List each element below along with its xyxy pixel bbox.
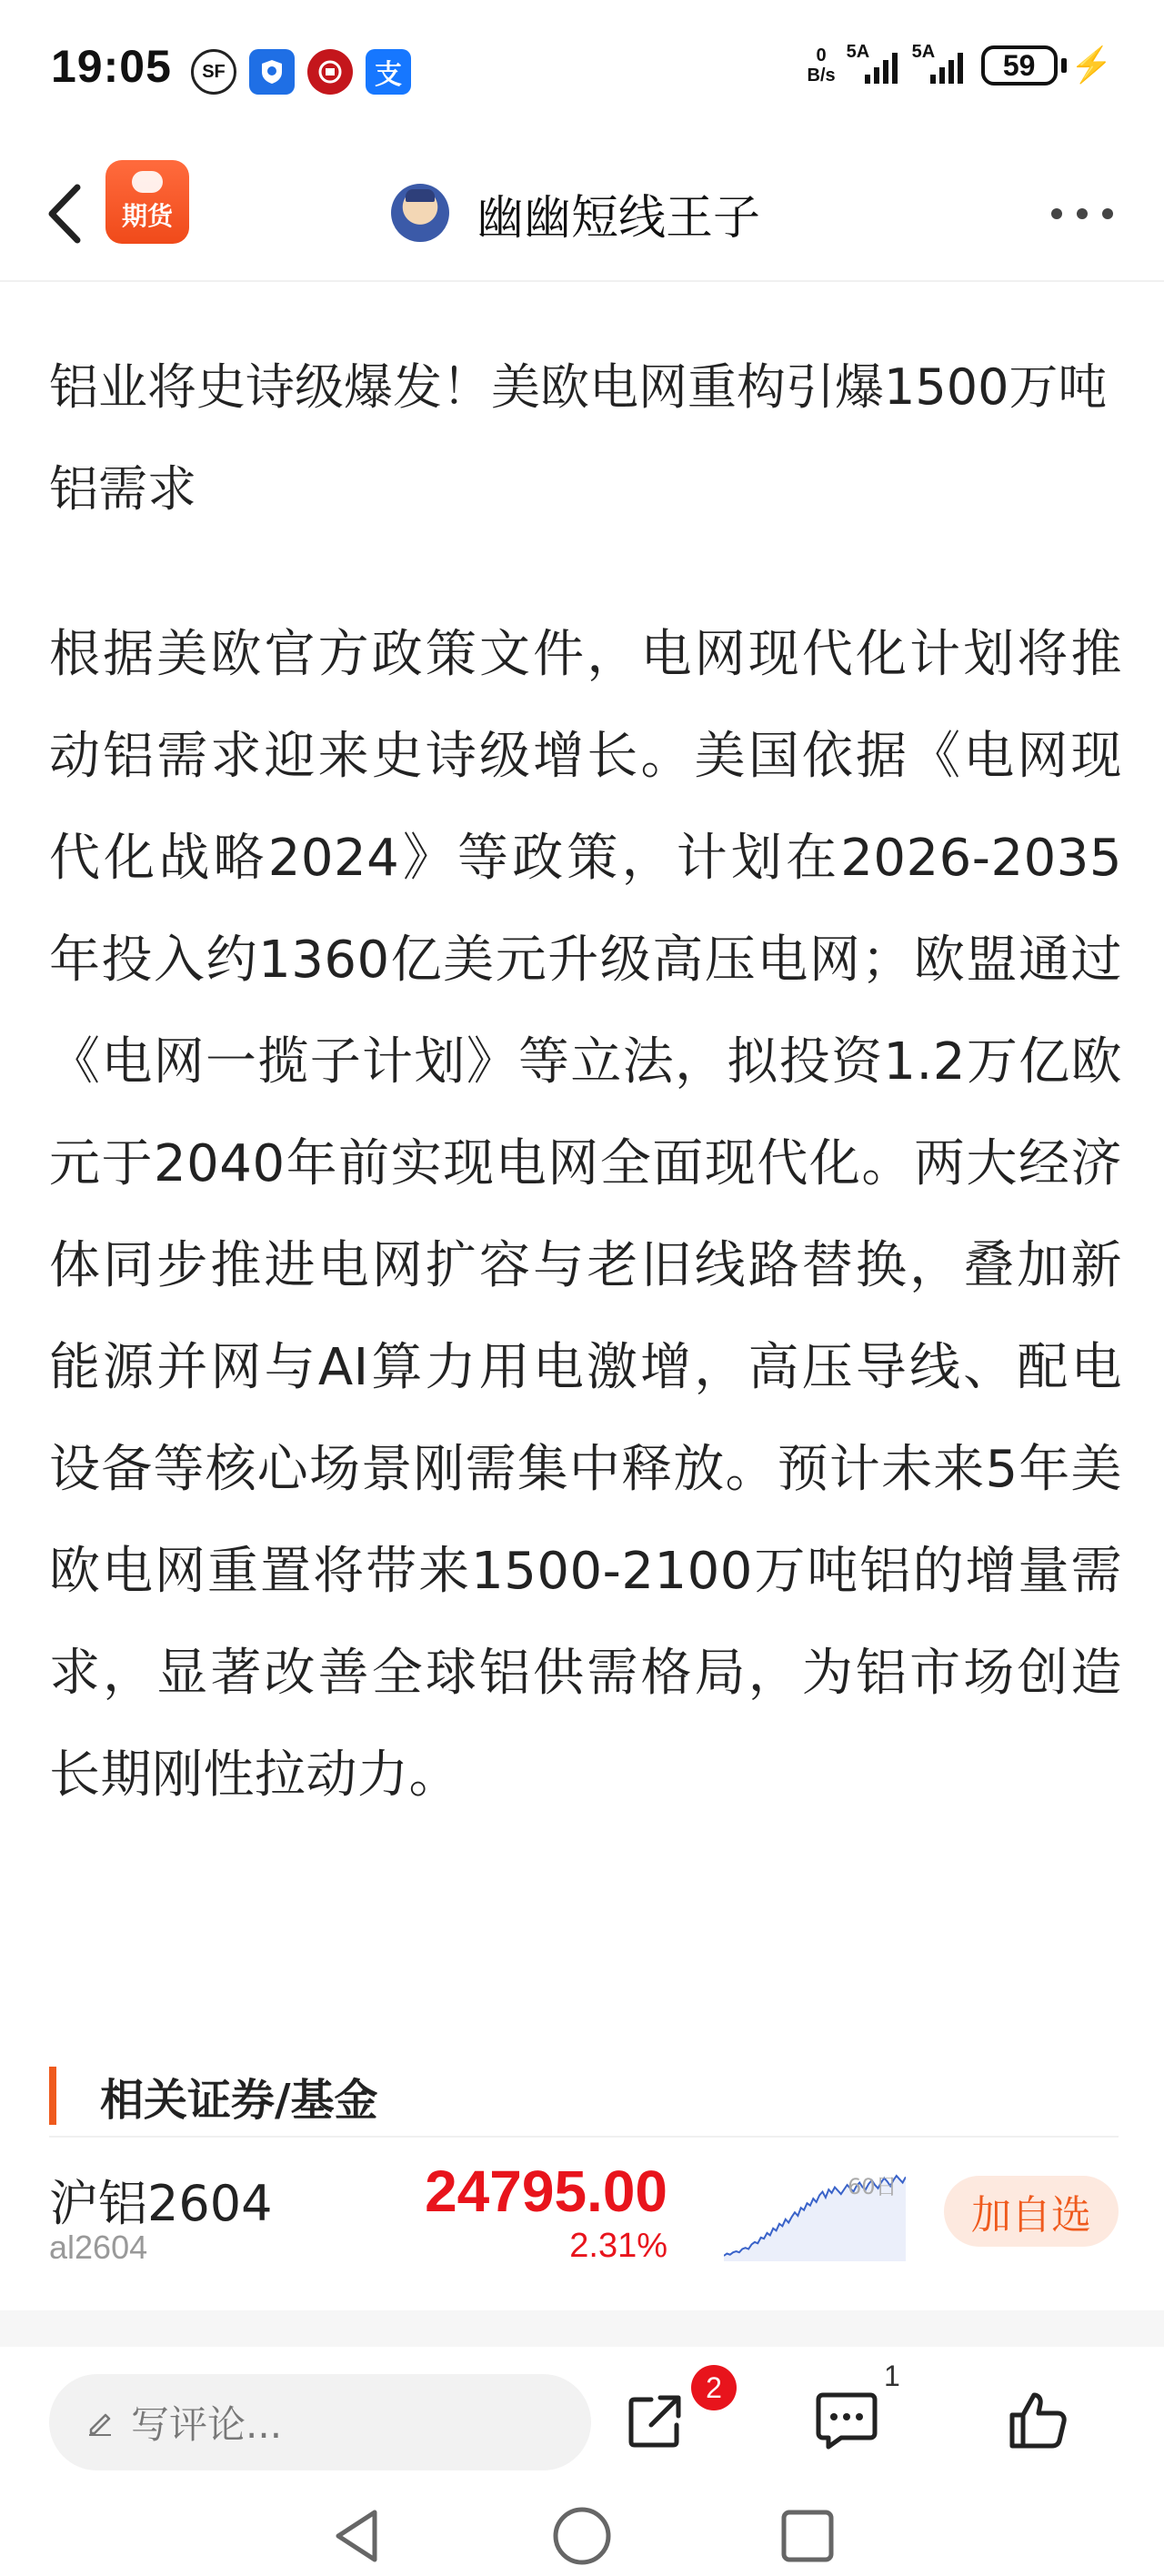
like-button[interactable] <box>997 2380 1079 2461</box>
thumbs-up-icon <box>1005 2388 1070 2453</box>
status-bar <box>0 0 1164 146</box>
alipay-icon: 支 <box>366 49 411 95</box>
bottom-action-bar <box>0 2347 1164 2492</box>
comment-input[interactable] <box>49 2374 591 2470</box>
net-speed: 0 B/s <box>807 45 836 86</box>
shield-app-icon <box>249 49 295 95</box>
add-to-watchlist-button[interactable]: 加自选 <box>944 2176 1119 2247</box>
square-recent-icon <box>778 2507 837 2565</box>
avatar <box>391 184 449 242</box>
article-body: 根据美欧官方政策文件，电网现代化计划将推动铝需求迎来史诗级增长。美国依据《电网现代化战略2024》等政策，计划在2026-2035年投入约1360亿美元升级高压电网；欧盟通过《电网一揽子计划》等立法，拟投资1.2万亿欧元于2040年前实现电网全面现代化。两大经济体同步推进电网扩容与老旧线路替换，叠加新能源并网与AI算力用电激增，高压导线、配电设备等核心场景刚需集中释放。预计未来5年美欧电网重置将带来1500-2100万吨铝的增量需求，显著改善全球铝供需格局，为铝市场创造长期刚性拉动力。 <box>49 625 1122 1805</box>
quote-change: 2.31% <box>569 2227 667 2265</box>
comment-placeholder: 写评论... <box>131 2402 283 2447</box>
dot-icon <box>1102 208 1113 219</box>
pencil-icon <box>85 2408 115 2437</box>
system-navigation <box>0 2492 1164 2576</box>
system-status-icons <box>807 42 1113 86</box>
back-button[interactable] <box>33 173 96 255</box>
circle-home-icon <box>550 2504 614 2568</box>
related-title: 相关证券/基金 <box>100 2074 378 2126</box>
charging-icon: ⚡ <box>1069 46 1113 85</box>
battery-level: 59 <box>981 45 1058 86</box>
app-logo-icon <box>132 171 163 193</box>
article-title: 铝业将史诗级爆发！美欧电网重构引爆1500万吨铝需求 <box>49 358 1108 518</box>
chevron-left-icon <box>45 182 85 246</box>
dot-icon <box>1051 208 1062 219</box>
app-badge-label: 期货 <box>121 201 173 231</box>
quote-name: 沪铝2604 <box>49 2175 273 2232</box>
related-header <box>49 2065 1119 2138</box>
signal-icon: 5A <box>850 47 901 84</box>
article <box>49 355 1122 1826</box>
quote-price: 24795.00 <box>425 2158 667 2224</box>
comments-button[interactable] <box>806 2380 888 2461</box>
share-icon <box>624 2389 687 2452</box>
author-info[interactable] <box>391 171 760 255</box>
comment-count: 1 <box>884 2360 900 2392</box>
bank-app-icon <box>307 49 353 95</box>
section-divider <box>0 2310 1164 2347</box>
top-navigation <box>0 146 1164 282</box>
quote-row[interactable] <box>49 2138 1119 2274</box>
section-accent-bar <box>49 2067 56 2125</box>
status-time: 19:05 <box>51 41 172 92</box>
share-button[interactable] <box>615 2380 697 2461</box>
dot-icon <box>1077 208 1088 219</box>
system-home-button[interactable] <box>546 2500 618 2572</box>
author-name: 幽幽短线王子 <box>477 190 761 246</box>
battery-icon <box>981 45 1113 86</box>
quote-code: al2604 <box>49 2229 148 2266</box>
sparkline-label: 60日 <box>848 2174 898 2199</box>
signal-icon: 5A <box>916 47 967 84</box>
more-options-button[interactable] <box>1051 191 1113 236</box>
share-count-badge: 2 <box>691 2365 737 2410</box>
triangle-back-icon <box>329 2507 384 2565</box>
notification-icons <box>191 49 411 95</box>
sf-express-icon: SF <box>191 49 236 95</box>
system-recent-apps-button[interactable] <box>771 2500 844 2572</box>
related-securities <box>49 2065 1119 2274</box>
comment-icon <box>814 2390 879 2451</box>
system-back-button[interactable] <box>320 2500 393 2572</box>
futures-app-badge[interactable] <box>105 160 189 244</box>
